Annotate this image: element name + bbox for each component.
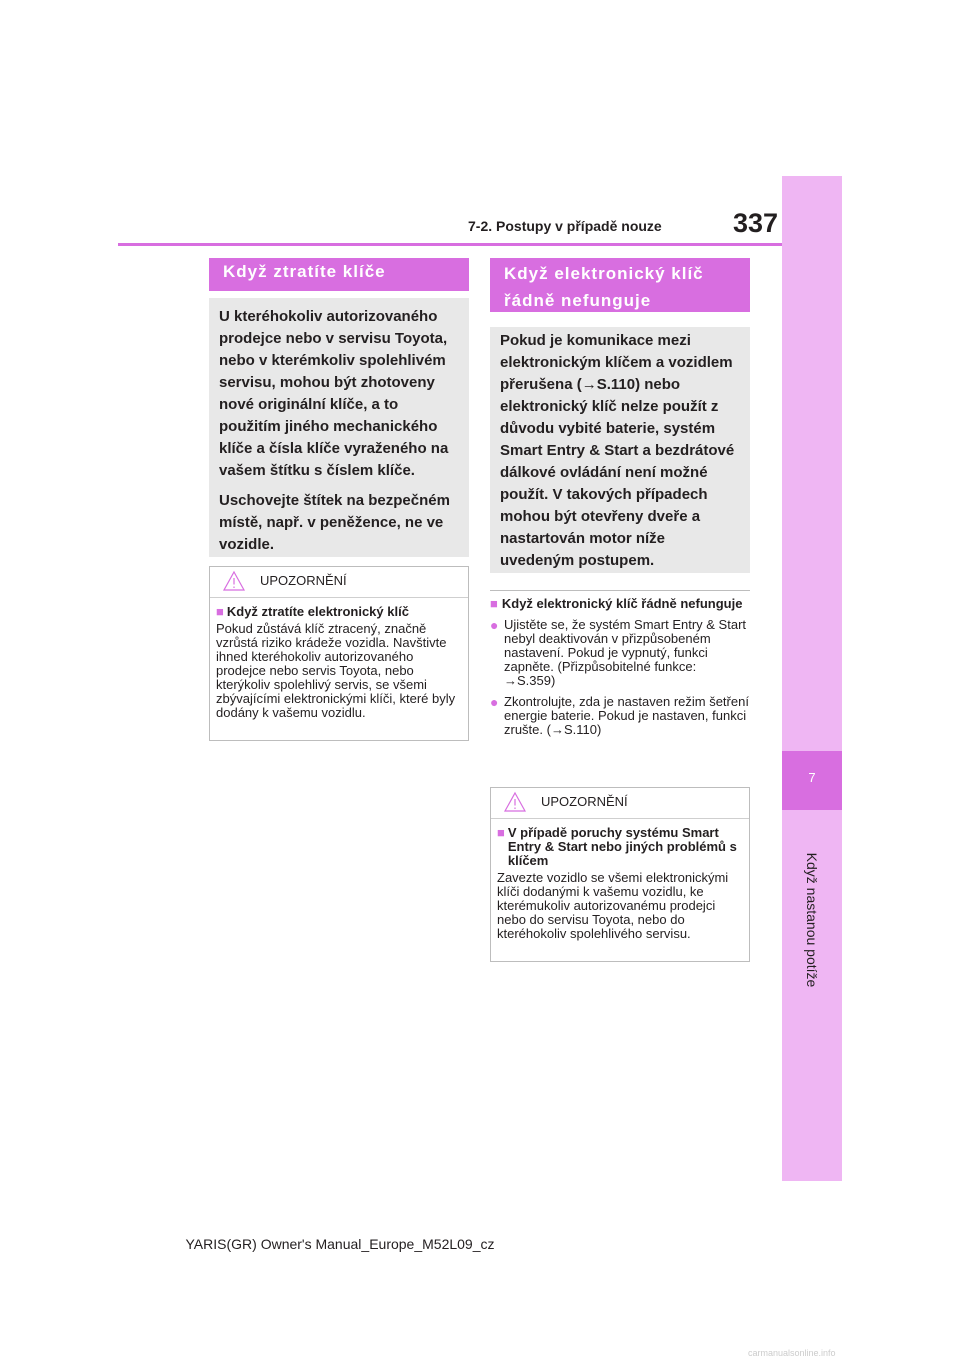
warning-box-key-malfunction (490, 787, 750, 962)
warning-title (497, 826, 743, 868)
chapter-number: 7 (808, 770, 816, 785)
square-bullet-icon: ■ (490, 596, 498, 611)
warning-label: UPOZORNĚNÍ (260, 573, 347, 588)
note-title (490, 597, 750, 611)
warning-text: Zavezte vozidlo se všemi elektronickými klíči dodanými k vašemu vozidlu, ke kterémukoliv autorizovanému prodejci nebo do servisu Toyota, nebo do kteréhokoliv spolehlivého servisu. (497, 870, 729, 941)
section-title: 7-2. Postupy v případě nouze (468, 218, 662, 234)
chapter-label: Když nastanou potíže (804, 852, 820, 988)
square-bullet-icon: ■ (497, 825, 505, 840)
warning-triangle-icon (222, 570, 246, 592)
page-number: 337 (733, 208, 779, 238)
lost-keys-paragraph-1: U kteréhokoliv autorizovaného prodejce nebo v servisu Toyota, nebo v kterémkoliv spolehlivém servisu, mohou být zhotoveny nové originální klíče, a to použitím jiného mechanického klíče a čísla klíče vyraženého na vašem štítku s číslem klíče. (219, 308, 449, 479)
note-title-text: Když elektronický klíč řádně nefunguje (501, 596, 743, 611)
list-item-text: Ujistěte se, že systém Smart Entry & Start nebyl deaktivován v přizpůsobeném nastavení. Pokud je vypnutý, funkci zapněte. (Přizpůsobitelné funkce: →S.359) (504, 617, 747, 688)
warning-triangle-icon (503, 791, 527, 813)
square-bullet-icon: ■ (216, 604, 224, 619)
warning-title-text: Když ztratíte elektronický klíč (226, 604, 409, 619)
lost-keys-paragraph-2: Uschovejte štítek na bezpečném místě, např. v peněžence, ne ve vozidle. (219, 492, 450, 553)
warning-header (491, 788, 749, 819)
watermark: carmanualsonline.info (748, 1348, 836, 1358)
warning-title-text: V případě poruchy systému Smart Entry & Start nebo jiných problémů s klíčem (507, 825, 737, 868)
key-malfunction-info-box (490, 327, 750, 573)
circle-bullet-icon: ● (490, 617, 499, 633)
list-item (490, 695, 750, 737)
warning-text: Pokud zůstává klíč ztracený, značně vzrůstá riziko krádeže vozidla. Navštivte ihned kteréhokoliv autorizovaného prodejce nebo servis Toyota, nebo kterýkoliv spolehlivý servis, se všemi zbývajícími elektronickými klíči, které byly dodány k vašemu vozidlu. (216, 621, 456, 720)
header-rule (118, 243, 782, 246)
warning-header (210, 567, 468, 598)
lost-keys-info-box (209, 298, 469, 557)
list-item-text: Zkontrolujte, zda je nastaven režim šetření energie baterie. Pokud je nastaven, funkci zrušte. (→S.110) (504, 694, 749, 737)
divider (490, 590, 750, 591)
footer-manual-id: YARIS(GR) Owner's Manual_Europe_M52L09_cz (185, 1236, 495, 1252)
section-heading-key-malfunction: Když elektronický klíč řádně nefunguje (490, 258, 750, 312)
warning-title (216, 605, 462, 619)
list-item (490, 618, 750, 688)
section-heading-lost-keys: Když ztratíte klíče (209, 258, 469, 291)
warning-box-lost-key (209, 566, 469, 741)
key-malfunction-notes (490, 597, 750, 737)
key-malfunction-paragraph: Pokud je komunikace mezi elektronickým klíčem a vozidlem přerušena (→S.110) nebo elektronický klíč nelze použít z důvodu vybité baterie, systém Smart Entry & Start a bezdrátové dálkové ovládání není možné použít. V takových případech mohou být otevřeny dveře a nastartován motor níže uvedeným postupem. (500, 332, 735, 569)
circle-bullet-icon: ● (490, 694, 499, 710)
chapter-side-tab (782, 176, 842, 1181)
warning-label: UPOZORNĚNÍ (541, 794, 628, 809)
